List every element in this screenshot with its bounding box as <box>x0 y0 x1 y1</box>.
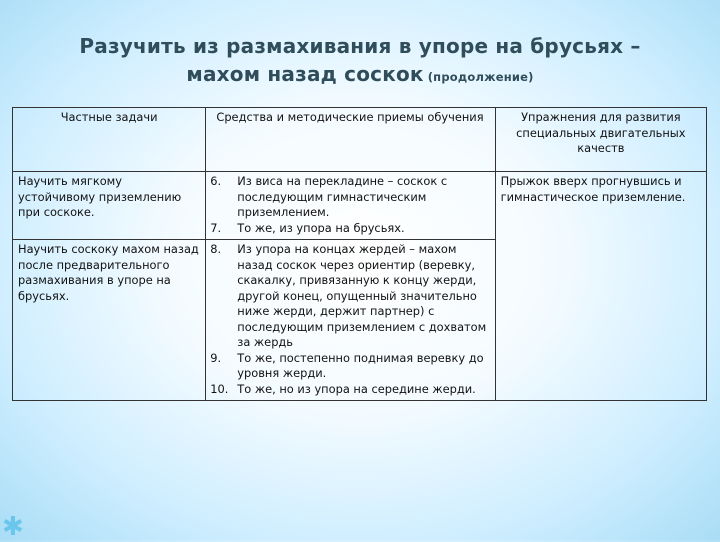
means-item-text: То же, постепенно поднимая веревку до уровня жерди. <box>237 350 484 380</box>
slide-title <box>0 32 720 91</box>
title-line-1: Разучить из размахивания в упоре на брусьях – <box>79 34 641 58</box>
header-tasks: Частные задачи <box>13 108 206 172</box>
row-1-exercises: Прыжок вверх прогнувшись и гимнастическое приземление. <box>495 172 706 240</box>
means-item <box>210 174 489 221</box>
title-suffix: (продолжение) <box>427 70 534 84</box>
means-item-number: 8. <box>210 242 222 256</box>
methods-table <box>12 107 707 401</box>
row-2-task: Научить соскоку махом назад после предварительного размахивания в упоре на брусьях. <box>13 240 206 401</box>
row-1-task: Научить мягкому устойчивому приземлению при соскоке. <box>13 172 206 240</box>
title-line-2 <box>0 60 720 91</box>
row-1-means <box>206 172 495 240</box>
header-means: Средства и методические приемы обучения <box>206 108 495 172</box>
means-item-number: 6. <box>210 174 222 188</box>
row-2-means <box>206 240 495 401</box>
means-item <box>210 382 489 398</box>
header-exercises: Упражнения для развития специальных двигательных качеств <box>495 108 706 172</box>
means-item-number: 7. <box>210 220 222 235</box>
means-item-number: 9. <box>210 350 222 365</box>
means-item <box>210 351 489 382</box>
table-row <box>13 240 707 401</box>
title-line-2-text: махом назад соскок <box>186 62 424 86</box>
star-icon: ✱ <box>2 512 24 542</box>
means-item-text: Из упора на концах жердей – махом назад соскок через ориентир (веревку, скакалку, привязанную к концу жерди, другой конец, опущенный значительно ниже жерди, держит партнер) с последующим приземлением с дохватом за жердь <box>237 242 487 349</box>
means-item <box>210 242 489 351</box>
means-item <box>210 221 489 237</box>
table-row <box>13 172 707 240</box>
table-header-row <box>13 108 707 172</box>
means-item-text: То же, из упора на брусьях. <box>237 220 405 235</box>
means-item-text: То же, но из упора на середине жерди. <box>237 381 476 396</box>
means-item-number: 10. <box>210 381 229 396</box>
row-2-exercises <box>495 240 706 401</box>
means-item-text: Из виса на перекладине – соскок с последующим гимнастическим приземлением. <box>237 174 448 219</box>
